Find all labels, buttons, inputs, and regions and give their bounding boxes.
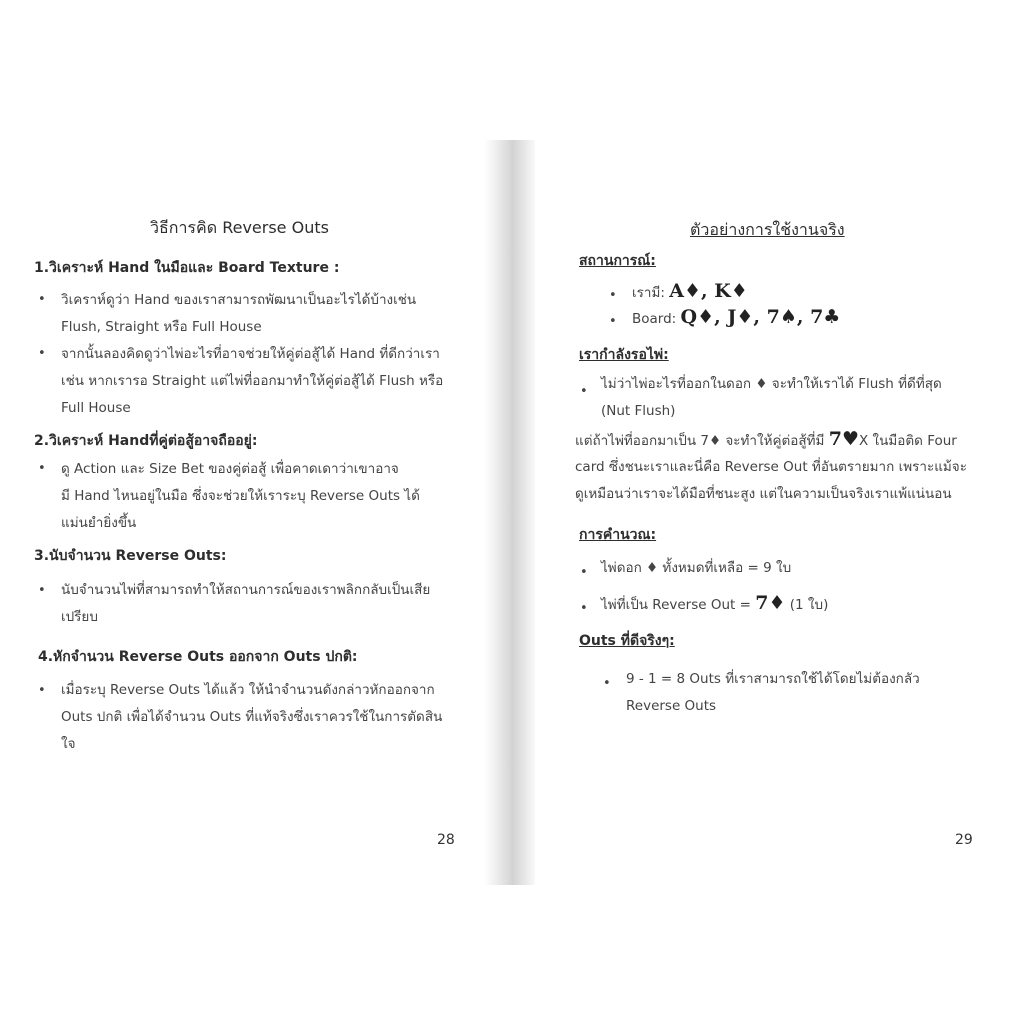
calc-line-2 — [601, 590, 828, 619]
section-2-bullet-1-line-1: ดู Action และ Size Bet ของคู่ต่อสู้ เพื่อคาดเดาว่าเขาอาจ — [61, 461, 399, 477]
waiting-line-2: (Nut Flush) — [601, 403, 676, 419]
left-page-title: วิธีการคิด Reverse Outs — [150, 218, 329, 237]
section-2-heading: 2.วิเคราะห์ Handที่คู่ต่อสู้อาจถืออยู่: — [34, 433, 258, 449]
calc-line-2-end: (1 ใบ) — [785, 597, 829, 613]
book-gutter — [484, 140, 536, 885]
section-1-bullet-1-line-1: วิเคราห์ดูว่า Hand ของเราสามารถพัฒนาเป็นอะไรได้บ้างเช่น — [61, 292, 417, 308]
bullet-dot: • — [38, 292, 46, 307]
calc-card: 7♦ — [755, 592, 786, 614]
page-number-right: 29 — [955, 832, 973, 848]
bullet-dot: • — [609, 288, 617, 303]
right-page-title: ตัวอย่างการใช้งานจริง — [690, 220, 845, 239]
calc-line-2-start: ไพ่ที่เป็น Reverse Out = — [601, 597, 756, 613]
section-1-bullet-2-line-2: เช่น หากเรารอ Straight แต่ไพ่ที่ออกมาทำให้คู่ต่อสู้ได้ Flush หรือ — [61, 373, 444, 389]
explanation-line-1-start: แต่ถ้าไพ่ที่ออกมาเป็น 7♦ จะทำให้คู่ต่อสู้ที่มี — [575, 433, 829, 449]
real-outs-heading: Outs ที่ดีจริงๆ: — [579, 633, 675, 649]
explanation-line-1 — [575, 426, 957, 455]
board-cards: Q♦, J♦, 7♠, 7♣ — [680, 306, 841, 328]
section-1-bullet-2-line-1: จากนั้นลองคิดดูว่าไพ่อะไรที่อาจช่วยให้คู่ต่อสู้ได้ Hand ที่ดีกว่าเรา — [61, 346, 440, 362]
bullet-dot: • — [603, 676, 611, 691]
section-4-bullet-1-line-3: ใจ — [61, 736, 76, 752]
bullet-dot: • — [38, 583, 46, 598]
section-3-bullet-1-line-2: เปรียบ — [61, 609, 98, 625]
bullet-dot: • — [580, 565, 588, 580]
bullet-dot: • — [580, 384, 588, 399]
explanation-line-1-end: X ในมือติด Four — [859, 433, 957, 449]
waiting-heading: เรากำลังรอไพ่: — [579, 347, 669, 363]
section-4-bullet-1-line-1: เมื่อระบุ Reverse Outs ได้แล้ว ให้นำจำนวนดังกล่าวหักออกจาก — [61, 682, 435, 698]
hand-label: เรามี: — [632, 285, 665, 301]
bullet-dot: • — [38, 683, 46, 698]
calc-line-1: ไพ่ดอก ♦ ทั้งหมดที่เหลือ = 9 ใบ — [601, 560, 792, 576]
section-3-bullet-1-line-1: นับจำนวนไพ่ที่สามารถทำให้สถานการณ์ของเราพลิกกลับเป็นเสีย — [61, 582, 431, 598]
bullet-dot: • — [580, 601, 588, 616]
section-1-bullet-1-line-2: Flush, Straight หรือ Full House — [61, 319, 262, 335]
bullet-dot: • — [38, 346, 46, 361]
result-line-2: Reverse Outs — [626, 698, 717, 714]
section-1-bullet-2-line-3: Full House — [61, 400, 131, 416]
board-label: Board: — [632, 311, 677, 327]
bullet-dot: • — [609, 314, 617, 329]
section-2-bullet-1-line-3: แม่นยำยิ่งขึ้น — [61, 515, 137, 531]
explanation-line-3: ดูเหมือนว่าเราจะได้มือที่ชนะสูง แต่ในความเป็นจริงเราแพ้แน่นอน — [575, 486, 952, 502]
hand-line — [632, 278, 748, 307]
calc-heading: การคำนวณ: — [579, 527, 657, 543]
page-number-left: 28 — [437, 832, 455, 848]
hand-cards: A♦, K♦ — [669, 280, 748, 302]
board-line — [632, 304, 840, 333]
explanation-line-2: card ซึ่งชนะเราและนี่คือ Reverse Out ที่อันตรายมาก เพราะแม้จะ — [575, 459, 967, 475]
bullet-dot: • — [38, 461, 46, 476]
explanation-card: 7♥ — [828, 428, 859, 450]
section-1-heading: 1.วิเคราะห์ Hand ในมือและ Board Texture : — [34, 260, 340, 276]
waiting-line-1: ไม่ว่าไพ่อะไรที่ออกในดอก ♦ จะทำให้เราได้ Flush ที่ดีที่สุด — [601, 376, 942, 392]
situation-heading: สถานการณ์: — [579, 253, 656, 269]
section-2-bullet-1-line-2: มี Hand ไหนอยู่ในมือ ซึ่งจะช่วยให้เราระบุ Reverse Outs ได้ — [61, 488, 420, 504]
section-4-heading: 4.หักจำนวน Reverse Outs ออกจาก Outs ปกติ: — [38, 649, 358, 665]
section-4-bullet-1-line-2: Outs ปกติ เพื่อได้จำนวน Outs ที่แท้จริงซึ่งเราควรใช้ในการตัดสิน — [61, 709, 443, 725]
section-3-heading: 3.นับจำนวน Reverse Outs: — [34, 548, 227, 564]
result-line-1: 9 - 1 = 8 Outs ที่เราสามารถใช้ได้โดยไม่ต้องกลัว — [626, 671, 920, 687]
